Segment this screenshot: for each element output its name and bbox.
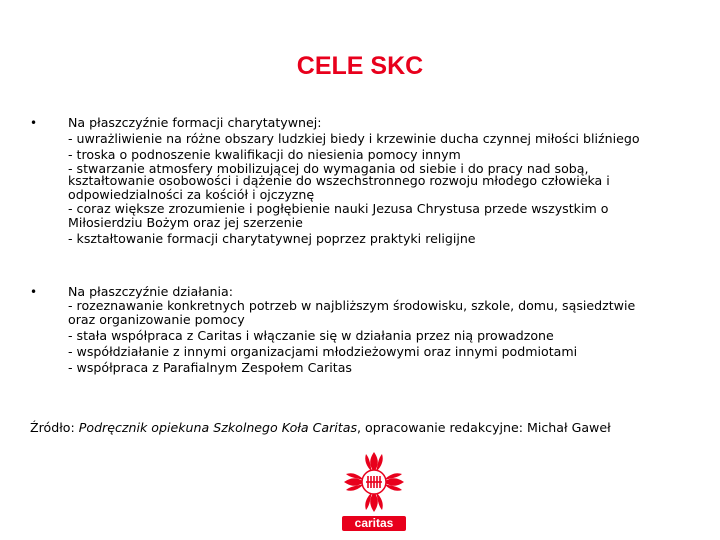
list-line: - stała współpraca z Caritas i włączanie się w działania przez nią prowadzone (68, 328, 554, 343)
section-heading: Na płaszczyźnie formacji charytatywnej: (68, 115, 322, 130)
section-heading: Na płaszczyźnie działania: (68, 284, 233, 299)
list-line: kształtowanie osobowości i dążenie do wszechstronnego rozwoju młodego człowieka i (68, 173, 610, 188)
list-line: - rozeznawanie konkretnych potrzeb w najbliższym środowisku, szkole, domu, sąsiedztwie (68, 298, 636, 313)
list-line: oraz organizowanie pomocy (68, 312, 245, 327)
list-line: - uwrażliwienie na różne obszary ludzkiej biedy i krzewinie ducha czynnej miłości bliźniego (68, 131, 640, 146)
list-line: - stwarzanie atmosfery mobilizującej do wymagania od siebie i do pracy nad sobą, (68, 161, 589, 176)
caritas-wordmark: caritas (354, 516, 394, 530)
bullet-icon: • (30, 285, 38, 299)
bullet-icon: • (30, 116, 38, 130)
source-citation (30, 420, 611, 435)
list-line: odpowiedzialności za kościół i ojczyznę (68, 187, 315, 202)
source-prefix: Źródło: (30, 420, 79, 435)
list-line: - współpraca z Parafialnym Zespołem Caritas (68, 360, 352, 375)
list-line: - troska o podnoszenie kwalifikacji do niesienia pomocy innym (68, 147, 461, 162)
list-line: - współdziałanie z innymi organizacjami młodzieżowymi oraz innymi podmiotami (68, 344, 578, 359)
list-line: - kształtowanie formacji charytatywnej poprzez praktyki religijne (68, 231, 476, 246)
page-title: CELE SKC (296, 52, 424, 80)
source-suffix: , opracowanie redakcyjne: Michał Gaweł (357, 420, 611, 435)
caritas-logo (340, 450, 408, 532)
source-book-title: Podręcznik opiekuna Szkolnego Koła Caritas (78, 420, 358, 435)
list-line: - coraz większe zrozumienie i pogłębienie nauki Jezusa Chrystusa przede wszystkim o (68, 201, 609, 216)
list-line: Miłosierdziu Bożym oraz jej szerzenie (68, 215, 303, 230)
